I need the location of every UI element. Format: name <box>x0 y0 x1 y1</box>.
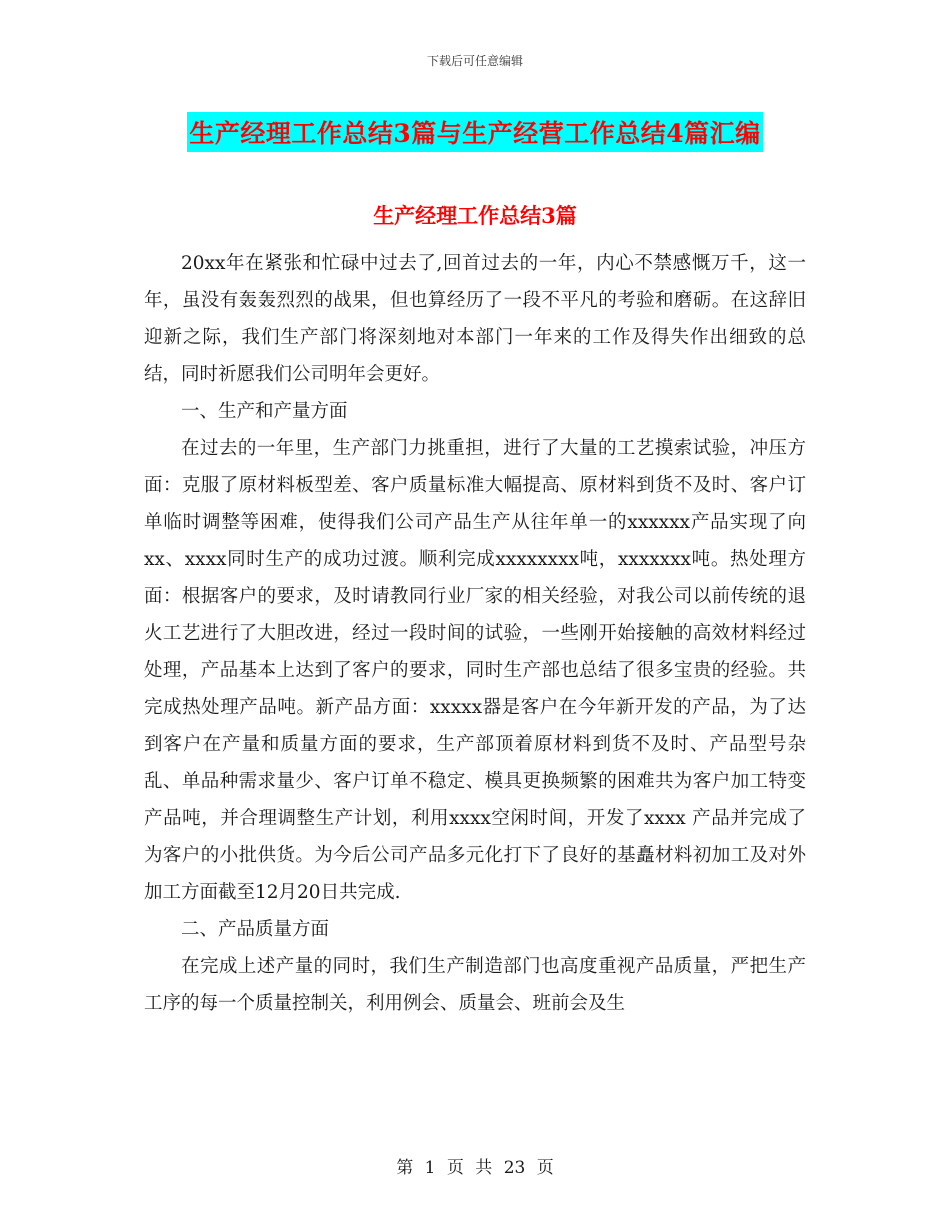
section-title: 生产经理工作总结3篇 <box>373 203 577 228</box>
page-header: 下载后可任意编辑 <box>426 54 523 68</box>
paragraph-production: 在过去的一年里，生产部门力挑重担，进行了大量的工艺摸索试验，冲压方面：克服了原材料板型差、客户质量标准大幅提高、原材料到货不及时、客户订单临时调整等困难，使得我们公司产品生产从往年单一的xxxxxx产品实现了向xx、xxxx同时生产的成功过渡。顺利完成xxxxxxxx吨，xxxxxxx吨。热处理方面：根据客户的要求，及时请教同行业厂家的相关经验，对我公司以前传统的退火工艺进行了大胆改进，经过一段时间的试验，一些刚开始接触的高效材料经过处理，产品基本上达到了客户的要求，同时生产部也总结了很多宝贵的经验。共完成热处理产品吨。新产品方面：xxxxx器是客户在今年新开发的产品，为了达到客户在产量和质量方面的要求，生产部顶着原材料到货不及时、产品型号杂乱、单品种需求量少、客户订单不稳定、模具更换频繁的困难共为客户加工特变产品吨，并合理调整生产计划，利用xxxx空闲时间，开发了xxxx 产品并完成了为客户的小批供货。为今后公司产品多元化打下了良好的基矗材料初加工及对外加工方面截至12月20日共完成. <box>144 438 806 903</box>
main-title: 生产经理工作总结3篇与生产经营工作总结4篇汇编 <box>187 112 762 152</box>
main-title-container <box>0 112 950 152</box>
paragraph-intro: 20xx年在紧张和忙碌中过去了,回首过去的一年，内心不禁感慨万千，这一年，虽没有轰轰烈烈的战果，但也算经历了一段不平凡的考验和磨砺。在这辞旧迎新之际，我们生产部门将深刻地对本部门一年来的工作及得失作出细致的总结，同时祈愿我们公司明年会更好。 <box>144 253 806 385</box>
heading-production: 一、生产和产量方面 <box>181 401 348 422</box>
heading-quality: 二、产品质量方面 <box>181 919 330 940</box>
page-footer: 第 1 页 共 23 页 <box>396 1158 554 1178</box>
paragraph-quality: 在完成上述产量的同时，我们生产制造部门也高度重视产品质量，严把生产工序的每一个质量控制关，利用例会、质量会、班前会及生 <box>144 956 806 1014</box>
document-body <box>144 245 806 1022</box>
